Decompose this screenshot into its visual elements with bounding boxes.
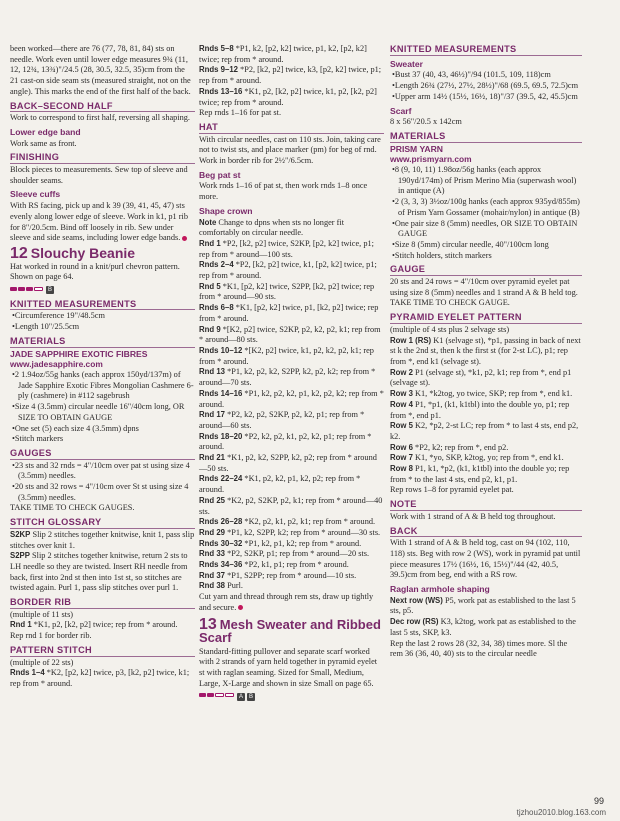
note-heading: NOTE: [390, 499, 582, 511]
crown-round: Rnd 5 *K1, [p2, k2] twice, S2PP, [k2, p2] twice; rep from * around—90 sts.: [199, 281, 375, 302]
page-number: 99: [593, 796, 604, 806]
crown-round: Rnd 25 *K2, p2, S2KP, p2, k1; rep from * around—40 sts.: [199, 495, 383, 516]
sweater-materials-heading: MATERIALS: [390, 131, 582, 143]
raglan-row: Dec row (RS) K3, k2tog, work pat as established to the last 5 sts, SKP, k3.: [390, 617, 576, 637]
hat-heading: HAT: [199, 122, 384, 134]
pattern-row: Row 7 K1, *yo, SKP, k2tog, yo; rep from *, end k1.: [390, 453, 564, 463]
crown-round: Rnds 26–28 *K2, p2, k1, p2, k1; rep from * around.: [199, 517, 376, 527]
sweater-subheading: Sweater: [390, 58, 423, 69]
watermark: tjzhou2010.blog.163.com: [516, 808, 606, 817]
gauge-note: TAKE TIME TO CHECK GAUGE.: [390, 298, 510, 308]
glossary-s2kp: S2KP Slip 2 stitches together knitwise, knit 1, pass slip stitches over knit 1.: [10, 529, 195, 550]
yarn-brand: PRISM YARN: [390, 143, 444, 154]
measurement-item: • Bust 37 (40, 43, 46½)"/94 (101.5, 109, 118)cm: [390, 70, 582, 81]
pattern-row: Row 4 P1, *p1, (k1, k1tbl) into the double yo, p1; rep from *, end p1.: [390, 399, 570, 420]
crown-round: Rnd 37 *P1, S2PP; rep from * around—10 sts.: [199, 570, 357, 580]
note-text: Work with 1 strand of A & B held tog throughout.: [390, 511, 556, 521]
measurement-item: • Length 26¾ (27½, 27½, 28½)"/68 (69.5, 69.5, 72.5)cm: [390, 81, 582, 92]
pattern-repeat: Rep rows 1–8 for pyramid eyelet pat.: [390, 485, 514, 495]
pattern-row: Row 8 P1, k1, *p2, (k1, k1tbl) into the double yo; rep from * to the last 4 sts, end p2, k1, p1.: [390, 464, 570, 484]
crown-round: Rnd 1 *P2, [k2, p2] twice, S2KP, [p2, k2] twice, p1; rep from * around—100 sts.: [199, 238, 374, 259]
skill-level-row: [199, 689, 384, 702]
column-3: [390, 44, 582, 660]
sleeve-cuffs-heading: Sleeve cuffs: [10, 189, 61, 200]
material-item: • 2 1.94oz/55g hanks (each approx 150yd/137m) of Jade Sapphire Exotic Fibres Mongolian Cashmere 6-ply (cashmere) in #112 sagebrush: [10, 370, 195, 402]
glossary-s2pp: S2PP Slip 2 stitches together knitwise, return 2 sts to LH needle so they are twisted. Insert RH needle from back, first into 2nd st then into 1st st, so stitches are twisted again. Purl 1, pass slip stitches over purl 1.: [10, 551, 188, 593]
measurement-item: • Upper arm 14½ (15½, 16½, 18)"/37 (39.5, 42, 45.5)cm: [390, 92, 582, 103]
brand-url[interactable]: www.jadesapphire.com: [10, 359, 103, 370]
border-rib-rnd1: Rnd 1 *K1, p2, [k2, p2] twice; rep from * around.: [10, 620, 178, 630]
gauges-heading: GAUGES: [10, 448, 195, 460]
crown-round: Rnds 18–20 *P2, k2, p2, k1, p2, k2, p1; rep from * around.: [199, 431, 372, 452]
scarf-subheading: Scarf: [390, 105, 412, 116]
crown-round: Rnds 10–12 *[K2, p2] twice, k1, p2, k2, p2, k1; rep from * around.: [199, 345, 374, 366]
end-of-pattern-dot-icon: [238, 605, 243, 610]
pattern-repeat: Rep rnds 1–16 for pat st.: [199, 108, 282, 118]
finishing-text: Block pieces to measurements. Sew top of sleeve and shoulder seams.: [10, 165, 188, 185]
material-item: • One set (5) each size 4 (3.5mm) dpns: [10, 424, 195, 435]
crown-round: Rnd 33 *P2, S2KP, p1; rep from * around—20 sts.: [199, 549, 370, 559]
crown-round: Rnd 9 *[K2, p2] twice, S2KP, p2, k2, p2, k1; rep from * around—80 sts.: [199, 324, 381, 345]
back-heading: BACK: [390, 526, 582, 538]
beg-pat-st-heading: Beg pat st: [199, 169, 241, 180]
crown-round: Rnds 34–36 *P2, k1, p1; rep from * around.: [199, 560, 349, 570]
pattern-12-title: 12 Slouchy Beanie: [10, 244, 136, 262]
back-second-half-heading: BACK–SECOND HALF: [10, 101, 195, 113]
gauge-text: 20 sts and 24 rows = 4"/10cm over pyramid eyelet pat using size 8 (5mm) needles and 1 strand A & B held tog.: [390, 277, 578, 297]
material-item: • Size 8 (5mm) circular needle, 40"/100cm long: [390, 240, 582, 251]
gauge-item: • 23 sts and 32 rnds = 4"/10cm over pat st using size 4 (3.5mm) needles.: [10, 461, 195, 482]
finishing-hat-text: Cut yarn and thread through rem sts, draw up tightly and secure.: [199, 592, 374, 612]
pattern-rnds-9-12: Rnds 9–12 *P2, [k2, p2] twice, k3, [p2, k2] twice, p1; rep from * around.: [199, 65, 382, 86]
gauge-heading: GAUGE: [390, 264, 582, 276]
mesh-sweater-description: Standard-fitting pullover and separate scarf worked with 2 strands of yarn held together in pyramid eyelet st with raglan seaming. Sized for Small, Medium, Large, X-Large and shown in size Small on page 65.: [199, 646, 378, 688]
skill-level-icon: [199, 690, 235, 701]
skill-level-icon: [10, 284, 44, 295]
scarf-measurement: 8 x 56"/20.5 x 142cm: [390, 117, 462, 127]
pyramid-eyelet-multiple: (multiple of 4 sts plus 2 selvage sts): [390, 324, 510, 334]
yarn-weight-badge: A: [239, 693, 244, 700]
border-rib-heading: BORDER RIB: [10, 597, 195, 609]
crown-round: Rnds 6–8 *K1, [p2, k2] twice, p1, [k2, p2] twice; rep from * around.: [199, 303, 379, 323]
yarn-brand: JADE SAPPHIRE EXOTIC FIBRES: [10, 348, 148, 359]
pattern-13-title: 13 Mesh Sweater and Ribbed Scarf: [199, 615, 381, 645]
beanie-description: Hat worked in round in a knit/purl chevron pattern. Shown on page 64.: [10, 261, 180, 282]
shape-crown-heading: Shape crown: [199, 205, 253, 216]
beg-pat-st-text: Work rnds 1–16 of pat st, then work rnds 1–8 once more.: [199, 181, 368, 202]
pattern-stitch-rnds-1-4: Rnds 1–4 *K2, [p2, k2] twice, p3, [k2, p2] twice, k1; rep from * around.: [10, 668, 190, 688]
yarn-weight-badge: B: [48, 287, 53, 294]
column-2: [199, 44, 384, 702]
pattern-row: Row 6 *P2, k2; rep from *, end p2.: [390, 442, 509, 452]
crown-round: Rnds 30–32 *P1, k2, p1, k2; rep from * around.: [199, 538, 362, 548]
beanie-measurements-heading: KNITTED MEASUREMENTS: [10, 299, 195, 311]
back-second-half-text: Work to correspond to first half, reversing all shaping.: [10, 113, 190, 123]
crown-round: Rnd 21 *K1, p2, k2, S2PP, k2, p2; rep from * around—50 sts.: [199, 453, 377, 473]
shape-crown-note: Note Change to dpns when sts no longer fit comfortably on circular needle.: [199, 217, 344, 238]
pyramid-eyelet-heading: PYRAMID EYELET PATTERN: [390, 312, 582, 324]
pattern-row: Row 3 K1, *k2tog, yo twice, SKP; rep from *, end k1.: [390, 389, 573, 399]
material-item: • One pair size 8 (5mm) needles, OR SIZE TO OBTAIN GAUGE: [390, 219, 582, 240]
crown-round: Rnds 14–16 *P1, k2, p2, k2, p1, k2, p2, k2; rep from * around.: [199, 388, 384, 409]
crown-round: Rnd 29 *P1, k2, S2PP, k2; rep from * around—30 sts.: [199, 527, 381, 537]
material-item: • Stitch holders, stitch markers: [390, 251, 582, 262]
crown-round: Rnd 13 *P1, k2, p2, k2, S2PP, k2, p2, k2; rep from * around—70 sts.: [199, 367, 376, 388]
crown-round: Rnds 2–4 *P2, [k2, p2] twice, k1, [p2, k2] twice, p1; rep from * around.: [199, 260, 377, 281]
crown-round: Rnd 38 Purl.: [199, 581, 243, 591]
column-1: [10, 44, 195, 690]
pattern-rnds-13-16: Rnds 13–16 *K1, p2, [k2, p2] twice, k1, p2, [k2, p2] twice; rep from * around.: [199, 86, 377, 107]
raglan-row: Next row (WS) P5, work pat as established to the last 5 sts, p5.: [390, 595, 576, 616]
material-item: • Stitch markers: [10, 434, 195, 445]
finishing-heading: FINISHING: [10, 152, 195, 164]
measurement-item: • Circumference 19"/48.5cm: [10, 311, 195, 322]
pattern-rnds-5-8: Rnds 5–8 *P1, k2, [p2, k2] twice, p1, k2, [p2, k2] twice; rep from * around.: [199, 44, 367, 64]
pattern-row: Row 2 P1 (selvage st), *k1, p2, k1; rep from *, end p1 (selvage st).: [390, 367, 572, 388]
pattern-stitch-multiple: (multiple of 22 sts): [10, 657, 74, 667]
back-first-half-end-text: been worked—there are 76 (77, 78, 81, 84) sts on needle. Work even until lower edge measures 9¾ (11, 12, 12¾, 13¾)"/24.5 (28, 30.5, 32.5, 35)cm from the 21 cast-on side seam sts (measured straight, not on the angle). This marks the end of the first half of the back.: [10, 44, 191, 96]
end-of-pattern-dot-icon: [182, 236, 187, 241]
material-item: • Size 4 (3.5mm) circular needle 16"/40cm long, OR SIZE TO OBTAIN GAUGE: [10, 402, 195, 423]
border-rib-repeat: Rep rnd 1 for border rib.: [10, 631, 92, 641]
measurement-item: • Length 10"/25.5cm: [10, 322, 195, 333]
pattern-row: Row 5 K2, *p2, 2-st LC; rep from * to last 4 sts, end p2, k2.: [390, 421, 579, 441]
material-item: • 8 (9, 10, 11) 1.98oz/56g hanks (each approx 190yd/174m) of Prism Merino Mia (superwash wool) in antique (A): [390, 165, 582, 197]
beanie-materials-heading: MATERIALS: [10, 336, 195, 348]
hat-text: With circular needles, cast on 110 sts. Join, taking care not to twist sts, and place marker (pm) for beg of rnd. Work in border rib for 2½"/6.5cm.: [199, 134, 381, 166]
brand-url[interactable]: www.prismyarn.com: [390, 154, 472, 165]
stitch-glossary-heading: STITCH GLOSSARY: [10, 517, 195, 529]
pattern-stitch-heading: PATTERN STITCH: [10, 645, 195, 657]
yarn-weight-badge: B: [249, 693, 254, 700]
raglan-armhole-heading: Raglan armhole shaping: [390, 584, 490, 595]
sleeve-cuffs-text: With RS facing, pick up and k 39 (39, 41, 45, 47) sts evenly along lower edge of sleeve. Work in k1, p1 rib for 8"/20.5cm. Bind off loosely in rib. Sew under sleeve and side seams, including lower edge bands.: [10, 201, 188, 243]
gauge-item: • 20 sts and 32 rows = 4"/10cm over St st using size 4 (3.5mm) needles.: [10, 482, 195, 503]
lower-edge-band-heading: Lower edge band: [10, 126, 81, 137]
crown-round: Rnds 22–24 *K1, p2, k2, p1, k2, p2; rep from * around.: [199, 474, 361, 495]
back-text: With 1 strand of A & B held tog, cast on 94 (102, 110, 118) sts. Beg with row 2 (WS), work in pyramid pat until piece measures 17½ (16½, 16, 15½)"/44 (42, 40.5, 39.5)cm from beg, end with a RS row.: [390, 538, 581, 580]
border-rib-multiple: (multiple of 11 sts): [10, 609, 74, 619]
lower-edge-band-text: Work same as front.: [10, 138, 77, 148]
pattern-row: Row 1 (RS) K1 (selvage st), *p1, passing in back of next st k the 2nd st, then k the first st (for 2-st LC), p1; rep from *, end k1 (selvage st).: [390, 335, 581, 366]
sweater-measurements-heading: KNITTED MEASUREMENTS: [390, 44, 582, 56]
raglan-continuation: Rep the last 2 rows 28 (32, 34, 38) times more. Sl the rem 36 (36, 40, 40) sts to the circular needle: [390, 638, 568, 659]
crown-round: Rnd 17 *P2, k2, p2, S2KP, p2, k2, p1; rep from * around—60 sts.: [199, 410, 365, 430]
gauge-note: TAKE TIME TO CHECK GAUGES.: [10, 503, 135, 513]
material-item: • 2 (3, 3, 3) 3½oz/100g hanks (each approx 935yd/855m) of Prism Yarn Gossamer (mohair/nylon) in antique (B): [390, 197, 582, 218]
skill-level-row: [10, 283, 195, 296]
